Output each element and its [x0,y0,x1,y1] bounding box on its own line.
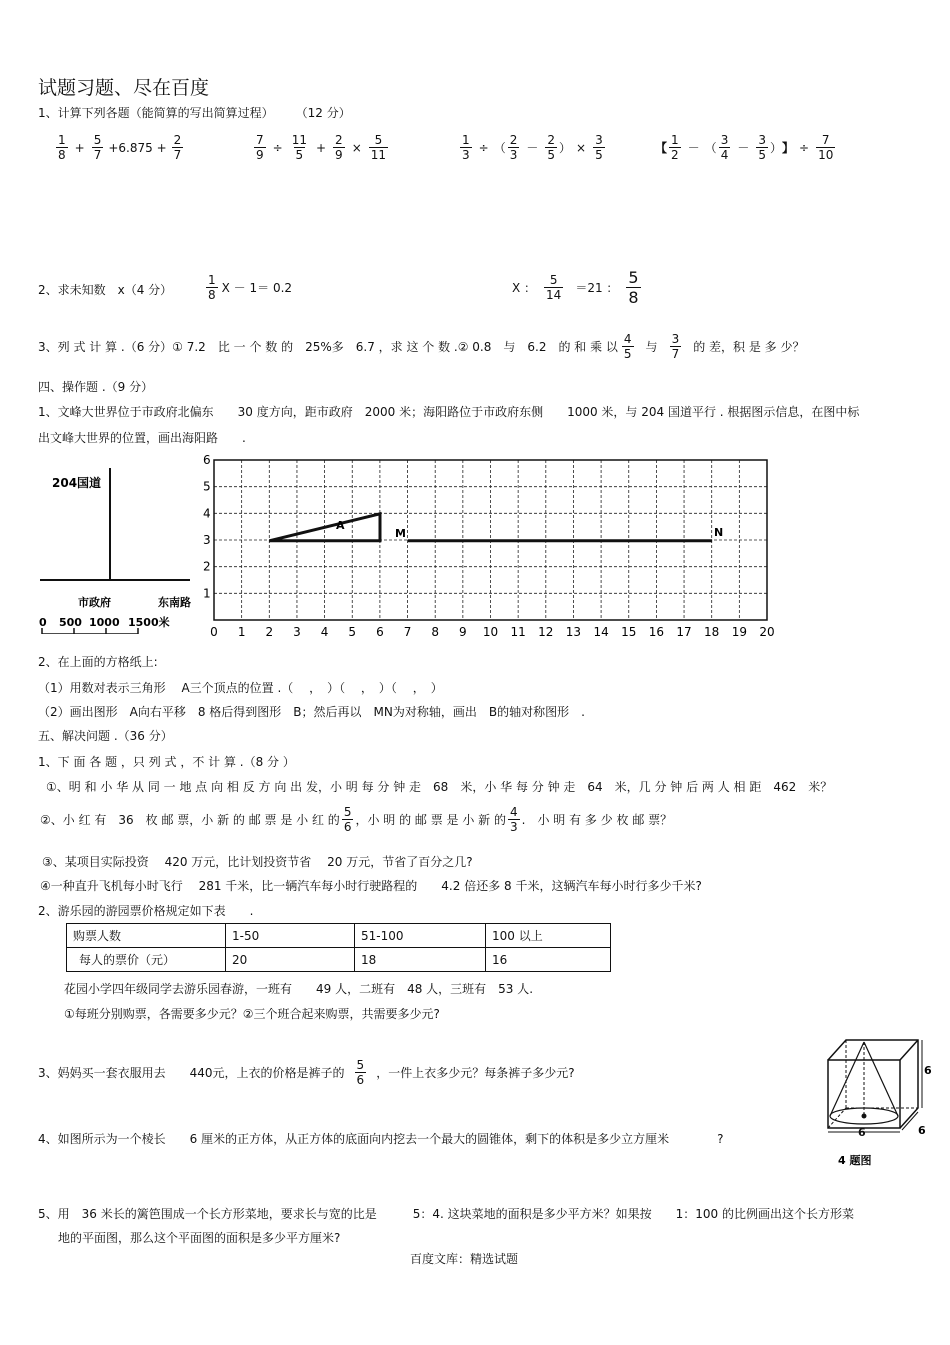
x-tick-12: 12 [538,625,554,639]
gov-label: 市政府 [78,596,111,609]
table-cell: 16 [486,948,611,972]
page-title: 试题习题、尽在百度 [38,77,210,99]
x-tick-16: 16 [648,625,665,639]
footer-text: 百度文库：精选试题 [410,1252,519,1266]
section-5-p2a: 花园小学四年级同学去游乐园春游，一班有 49 人，二班有 48 人，三班有 53 人. [64,982,534,996]
q1-label: 1、计算下列各题（能简算的写出简算过程） （12 分） [38,106,351,120]
q2-label: 2、求未知数 x（4 分） [38,283,173,297]
section-4-p1a: 1、文峰大世界位于市政府北偏东 30 度方向，距市政府 2000 米；海阳路位于市政府东侧 1000 米，与 204 国道平行 . 根据图示信息，在图中标 [38,405,860,419]
q2-equation-2: X ： $\frac{5}{14}$ ＝21 ： $\frac{5}{8}$ [512,268,639,307]
q1-expr-1: $\frac{1}{8}$ + $\frac{5}{7}$ +6.875 + $\frac{2}{7}$ [58,133,182,162]
section-5-p3: 3、妈妈买一套衣服用去 440元，上衣的价格是裤子的 $\frac{5}{6}$ ，一件上衣多少元？每条裤子多少元? [38,1058,575,1087]
section-4-p2: 2、在上面的方格纸上: [38,655,158,669]
table-cell: 1-50 [226,924,355,948]
table-cell: 100 以上 [486,924,611,948]
cube-back-edges [828,1040,918,1128]
table-row [67,924,611,948]
section-4-p2b: （2）画出图形 A向右平移 8 格后得到图形 B；然后再以 MN为对称轴，画出 B的轴对称图形 . [38,705,585,719]
section-4-title: 四、操作题 .（9 分） [38,380,154,394]
x-tick-4: 4 [320,625,329,639]
depth-length-label: 6 [918,1124,926,1137]
map-figure [36,462,196,634]
section-5-p5a: 5、用 36 米长的篱笆围成一个长方形菜地，要求长与宽的比是 5：4. 这块菜地的面积是多少平方米？如果按 1：100 的比例画出这个长方形菜 [38,1207,854,1221]
x-tick-19: 19 [731,625,747,639]
q3-text: 3、列 式 计 算 .（6 分）① 7.2 比 一 个 数 的 25%多 6.7 ，求 这 个 数 .② 0.8 与 6.2 的 和 乘 以 $\frac{4}{5}$ 与 $\frac{3}{7}$ 的 差，积 是 多 少？ [38,332,805,361]
figure-4-caption: 4 题图 [838,1154,872,1167]
q1-expr-3: $\frac{1}{3}$ ÷ （ $\frac{2}{3}$ － $\frac{2}{5}$ ） × $\frac{3}{5}$ [462,133,603,162]
bottom-length-label: 6 [858,1126,866,1139]
section-4-p1b: 出文峰大世界的位置，画出海阳路 . [38,431,246,445]
section-4-p2a: （1）用数对表示三角形 A三个顶点的位置 .（ ， ）（ ， ）（ ， ） [38,681,443,695]
price-table [66,923,611,972]
x-tick-7: 7 [403,625,412,639]
section-5-s1: ①、明 和 小 华 从 同 一 地 点 向 相 反 方 向 出 发，小 明 每 分 钟 走 68 米，小 华 每 分 钟 走 64 米，几 分 钟 后 两 人 相 距 462 米？ [46,780,833,794]
section-5-p2b: ①每班分别购票，各需要多少元？②三个班合起来购票，共需要多少元? [64,1007,440,1021]
x-tick-18: 18 [704,625,720,639]
y-tick-4: 4 [203,506,211,521]
y-tick-5: 5 [203,479,211,494]
section-5-p4: 4、如图所示为一个棱长 6 厘米的正方体，从正方体的底面向内挖去一个最大的圆锥体，剩下的体积是多少立方厘米 ? [38,1132,724,1146]
x-tick-1: 1 [237,625,246,639]
cone-side-right [864,1042,898,1116]
table-cell: 购票人数 [67,924,226,948]
q1-expr-2: $\frac{7}{9}$ ÷ $\frac{11}{5}$ + $\frac{2}{9}$ × $\frac{5}{11}$ [256,133,387,162]
x-tick-2: 2 [265,625,274,639]
section-5-title: 五、解决问题 .（36 分） [38,729,173,743]
q2-equation-1: $\frac{1}{8}$ X － 1＝ 0.2 [208,273,293,302]
scale-label-1000: 1000 [89,616,120,629]
table-cell: 20 [226,948,355,972]
y-tick-3: 3 [203,533,211,547]
y-tick-6: 6 [203,453,211,467]
cone-center-dot [862,1114,867,1119]
scale-label-1500: 1500米 [128,616,170,629]
road-204-label: 204国道 [52,476,102,490]
section-5-p2: 2、游乐园的游园票价格规定如下表 . [38,904,254,918]
x-tick-10: 10 [482,625,499,639]
x-tick-8: 8 [431,625,440,639]
scale-label-500: 500 [59,616,82,629]
table-cell: 18 [355,948,486,972]
side-length-label: 6 [924,1064,932,1077]
cube-cone-figure [818,1036,934,1170]
q1-expr-4: 【 $\frac{1}{2}$ － （ $\frac{3}{4}$ － $\frac{3}{5}$ ） 】 ÷ $\frac{7}{10}$ [655,133,834,162]
x-tick-0: 0 [210,625,218,639]
x-tick-3: 3 [293,625,301,639]
triangle-a-label: A [336,519,345,532]
east-road-label: 东南路 [158,596,191,609]
x-axis-tick-labels [210,625,774,639]
table-cell: 每人的票价（元） [67,948,226,972]
x-tick-14: 14 [593,625,609,639]
x-tick-11: 11 [510,625,526,639]
x-tick-13: 13 [565,625,582,639]
x-tick-17: 17 [676,625,692,639]
section-5-p1: 1、下 面 各 题 ，只 列 式 ，不 计 算 .（8 分 ） [38,755,295,769]
scale-label-0: 0 [39,616,47,629]
x-tick-5: 5 [348,625,357,639]
m-label: M [395,527,406,540]
table-row [67,948,611,972]
grid-figure [196,452,786,644]
section-5-p5b: 地的平面图，那么这个平面图的面积是多少平方厘米? [58,1231,341,1245]
section-5-s4: ④一种直升飞机每小时飞行 281 千米，比一辆汽车每小时行驶路程的 4.2 倍还多 8 千米，这辆汽车每小时行多少千米? [40,879,702,893]
section-5-s2: ②、小 红 有 36 枚 邮 票，小 新 的 邮 票 是 小 红 的 $\frac{5}{6}$ ，小 明 的 邮 票 是 小 新 的 $\frac{4}{3}$ . 小 明 有 多 少 枚 邮 票？ [40,805,673,834]
y-tick-2: 2 [203,559,211,574]
section-5-s3: ③、某项目实际投资 420 万元，比计划投资节省 20 万元，节省了百分之几? [42,855,473,869]
x-tick-15: 15 [621,625,637,639]
x-tick-9: 9 [459,625,467,639]
n-label: N [714,526,724,539]
x-tick-20: 20 [759,625,775,639]
x-tick-6: 6 [376,625,384,639]
table-cell: 51-100 [355,924,486,948]
y-tick-1: 1 [203,586,211,601]
y-axis-tick-labels [203,453,211,600]
